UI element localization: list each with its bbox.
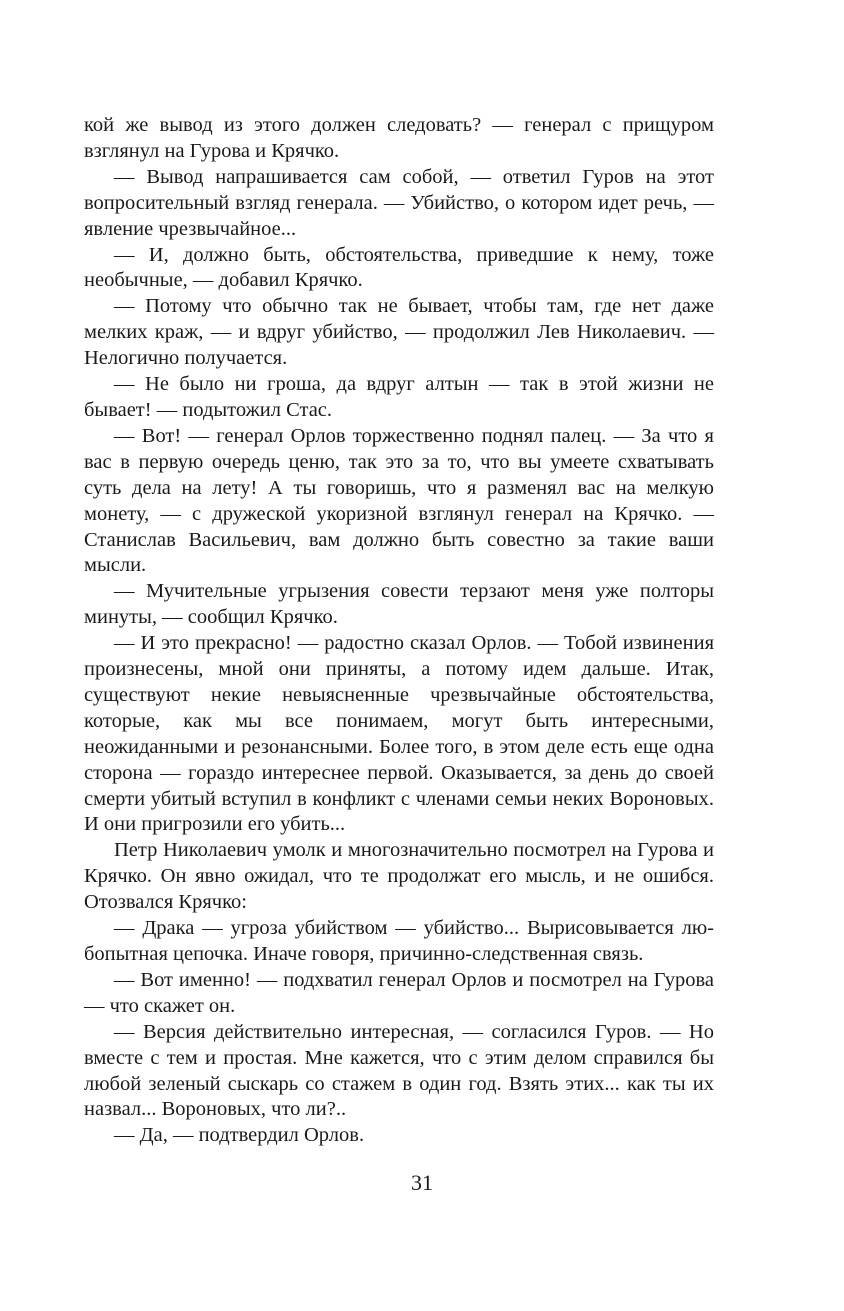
page-number: 31 <box>411 1170 433 1195</box>
paragraph: — И это прекрасно! — радостно сказал Орлов. — Тобой извинения произнесены, мной они приняты, а потому идем дальше. Итак, существуют некие невыясненные чрезвычайные обстоятельства, которые, как мы все понимаем, могут быть интересными, неожиданными и резонансными. Более того, в этом деле есть еще одна сторона — гораздо интереснее первой. Оказывается, за день до своей смерти убитый вступил в конфликт с членами семьи неких Вороновых. И они пригрозили его убить... <box>84 632 714 836</box>
paragraph: — Драка — угроза убийством — убийство... Вырисовывается любопытная цепочка. Иначе говоря, причинно-следственная связь. <box>84 917 714 965</box>
paragraph: — И, должно быть, обстоятельства, приведшие к нему, тоже необычные, — добавил Крячко. <box>84 243 714 292</box>
paragraph: — Потому что обычно так не бывает, чтобы там, где нет даже мелких краж, — и вдруг убийство, — продолжил Лев Николаевич. — Нелогично получается. <box>84 295 714 370</box>
body-text <box>84 113 714 1149</box>
paragraph: — Не было ни гроша, да вдруг алтын — так в этой жизни не бывает! — подытожил Стас. <box>84 373 714 421</box>
paragraph: — Вот! — генерал Орлов торжественно поднял палец. — За что я вас в первую очередь ценю, так это за то, что вы умеете схватывать суть дела на лету! А ты говоришь, что я разменял вас на мелкую монету, — с дружеской укоризной взглянул генерал на Крячко. — Станислав Васильевич, вам должно быть совестно за такие ваши мысли. <box>84 424 714 577</box>
paragraph: — Версия действительно интересная, — согласился Гуров. — Но вместе с тем и простая. Мне кажется, что с этим делом справился бы любой зеленый сыскарь со стажем в один год. Взять этих... как ты их назвал... Вороновых, что ли?.. <box>84 1020 714 1121</box>
paragraph: кой же вывод из этого должен следовать? — генерал с прищуром взглянул на Гурова и Крячко. <box>84 114 714 162</box>
paragraph: — Да, — подтвердил Орлов. <box>114 1124 365 1147</box>
paragraph: Петр Николаевич умолк и многозначительно посмотрел на Гурова и Крячко. Он явно ожидал, что те продолжат его мысль, и не ошибся. Отозвался Крячко: <box>84 839 714 914</box>
paragraph: — Вывод напрашивается сам собой, — ответил Гуров на этот вопросительный взгляд генерала. — Убийство, о котором идет речь, — явление чрезвычайное... <box>84 165 714 240</box>
paragraph: — Вот именно! — подхватил генерал Орлов и посмотрел на Гурова — что скажет он. <box>84 968 714 1017</box>
paragraph: — Мучительные угрызения совести терзают меня уже полторы минуты, — сообщил Крячко. <box>84 580 714 629</box>
